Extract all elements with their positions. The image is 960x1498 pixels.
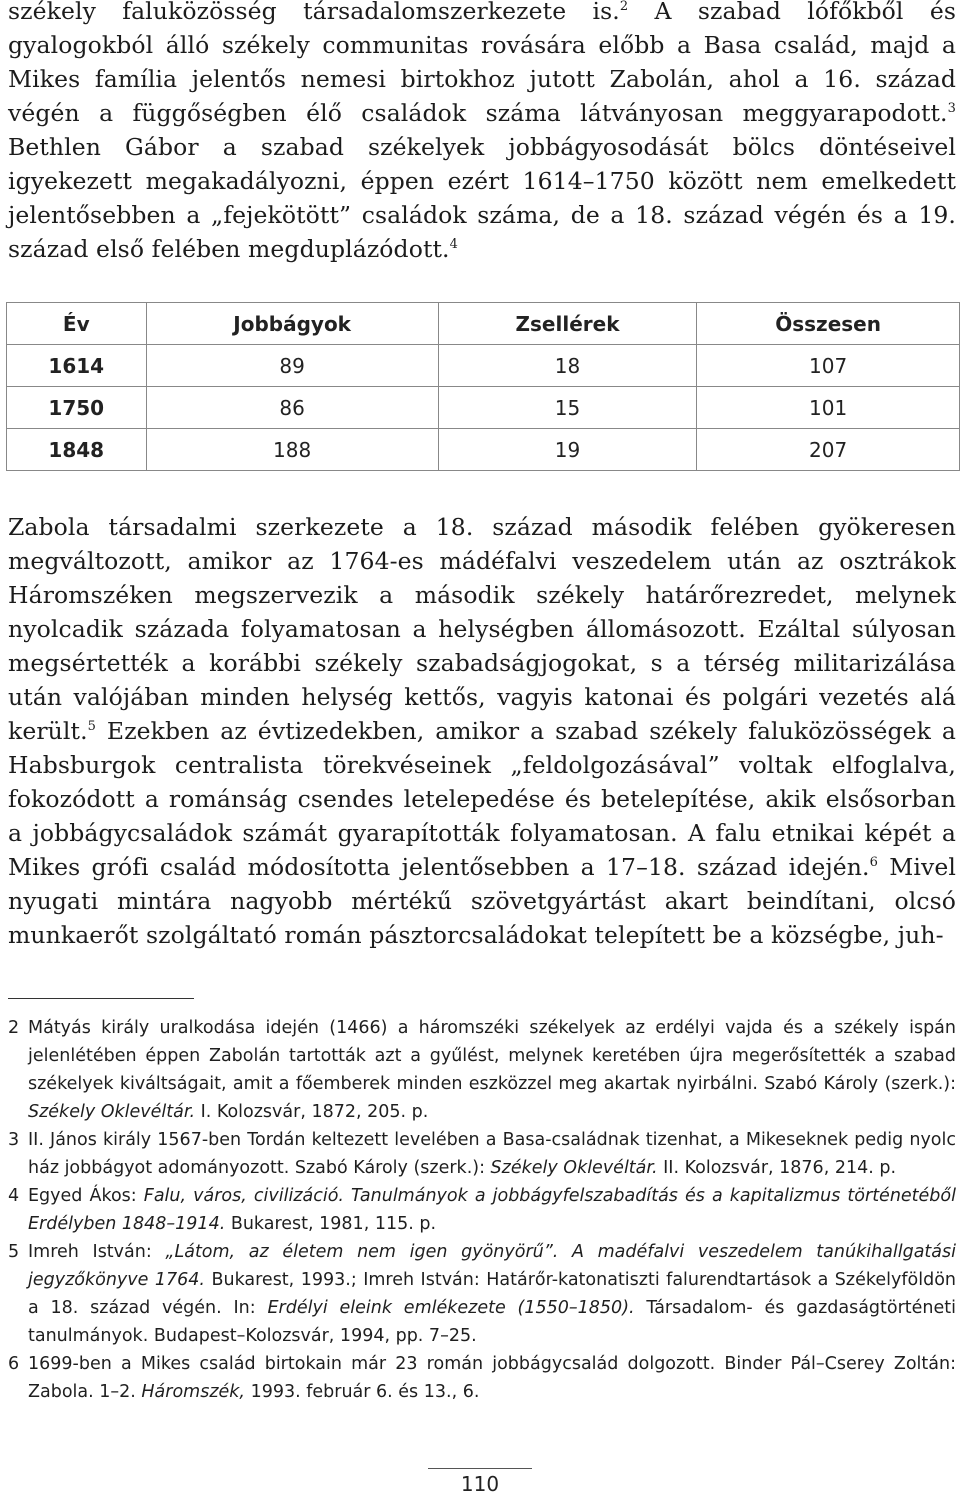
footnote-title: Székely Oklevéltár. <box>490 1158 658 1178</box>
footnote-text: Imreh István: <box>28 1242 166 1262</box>
footnote-title: Háromszék, <box>141 1382 245 1402</box>
table-cell: 19 <box>438 429 696 471</box>
text-segment: székely faluközösség társadalomszerkezete is. <box>8 0 620 25</box>
footnote-ref-3[interactable]: 3 <box>947 101 956 117</box>
footnote-title: Székely Oklevéltár. <box>28 1102 196 1122</box>
table-cell: 86 <box>146 387 438 429</box>
footnote-title: Falu, város, civilizáció. Tanulmányok a jobbágyfelszabadítás és a kapitalizmus történetéből Erdélyben 1848–1914. <box>28 1186 956 1234</box>
footnote-ref-4[interactable]: 4 <box>449 237 458 253</box>
table-cell-year: 1614 <box>7 345 147 387</box>
footnote-text: I. Kolozsvár, 1872, 205. p. <box>195 1102 429 1122</box>
footnote-text: 1993. február 6. és 13., 6. <box>245 1382 480 1402</box>
footnote-title: „Látom, az életem nem igen gyönyörű”. A madéfalvi veszedelem tanúkihallgatási jegyzőkönyve 1764. <box>28 1242 957 1290</box>
table-cell: 101 <box>697 387 960 429</box>
col-header-serfs: Jobbágyok <box>146 303 438 345</box>
footnote-text: II. Kolozsvár, 1876, 214. p. <box>657 1158 897 1178</box>
footnote-4 <box>8 1182 956 1238</box>
footnote-text: Mátyás király uralkodása idején (1466) a háromszéki székelyek az erdélyi vajda és a székely ispán jelenlétében éppen Zabolán tartották azt a gyűlést, melynek keretében újra megerősítették a szabad székelyek kiváltságait, amit a főemberek minden eszközzel meg akartak nyirbálni. Szabó Károly (szerk.): <box>28 1018 956 1094</box>
text-segment: Zabola társadalmi szerkezete a 18. század második felében gyökeresen megváltozott, amikor az 1764-es mádéfalvi veszedelem után az osztrákok Háromszéken megszervezik a második székely határőrezredet, melynek nyolcadik százada folyamatosan a helységben állomásozott. Ezáltal súlyosan megsértették a korábbi székely szabadságjogokat, s a térség militarizálása után valójában minden helység kettős, vagyis katonai és polgári vezetés alá került. <box>8 513 956 745</box>
table-cell: 89 <box>146 345 438 387</box>
footnote-number: 5 <box>8 1242 20 1262</box>
footnote-text: Egyed Ákos: <box>28 1186 144 1206</box>
footnote-text: 1699-ben a Mikes család birtokain már 23 román jobbágycsalád dolgozott. Binder Pál–Cserey Zoltán: Zabola. 1–2. <box>28 1354 956 1402</box>
footnote-text: Társadalom- és gazdaságtörténeti tanulmányok. Budapest–Kolozsvár, 1994, pp. 7–25. <box>28 1298 957 1346</box>
table-row <box>7 429 960 471</box>
footnote-title: Erdélyi eleink emlékezete (1550–1850). <box>267 1298 635 1318</box>
page-number-ornament <box>428 1468 532 1469</box>
table-cell-year: 1848 <box>7 429 147 471</box>
text-segment: A szabad lófőkből és gyalogokból álló székely communitas rovására előbb a Basa család, majd a Mikes família jelentős nemesi birtokhoz jutott Zabolán, ahol a 16. század végén a függőségben élő családok száma látványosan meggyarapodott. <box>8 0 956 127</box>
table-cell: 18 <box>438 345 696 387</box>
footnote-number: 3 <box>8 1130 20 1150</box>
table-cell: 207 <box>697 429 960 471</box>
footnote-ref-6[interactable]: 6 <box>869 855 878 871</box>
population-table <box>6 302 960 471</box>
col-header-year: Év <box>7 303 147 345</box>
footnote-number: 6 <box>8 1354 20 1374</box>
table-cell-year: 1750 <box>7 387 147 429</box>
table-row <box>7 387 960 429</box>
table-cell: 107 <box>697 345 960 387</box>
table-cell: 188 <box>146 429 438 471</box>
footnote-3 <box>8 1126 956 1182</box>
footnote-6 <box>8 1350 956 1406</box>
table-header-row <box>7 303 960 345</box>
text-segment: Ezekben az évtizedekben, amikor a szabad székely faluközösségek a Habsburgok centralista törekvéseinek „feldolgozásával” voltak elfoglalva, fokozódott a románság csendes letelepedése és betelepítése, akik elsősorban a jobbágycsaládok számát gyarapították folyamatosan. A falu etnikai képét a Mikes grófi család módosította jelentősebben a 17–18. század idején. <box>8 717 956 881</box>
text-segment: Mivel nyugati mintára nagyobb mértékű szövetgyártást akart beindítani, olcsó munkaerőt szolgáltató román pásztorcsaládokat telepített be a községbe, juh- <box>8 853 956 949</box>
footnote-2 <box>8 1014 956 1126</box>
paragraph-1 <box>8 0 956 266</box>
footnote-ref-5[interactable]: 5 <box>87 719 97 735</box>
footnote-text: Bukarest, 1981, 115. p. <box>225 1214 437 1234</box>
paragraph-2 <box>8 510 956 952</box>
col-header-cottars: Zsellérek <box>438 303 696 345</box>
table-row <box>7 345 960 387</box>
footnote-text: II. János király 1567-ben Tordán keltezett levelében a Basa-családnak tizenhat, a Mikeseknek pedig nyolc ház jobbágyot adományozott. Szabó Károly (szerk.): <box>28 1130 956 1178</box>
footnote-number: 4 <box>8 1186 20 1206</box>
footnote-number: 2 <box>8 1018 20 1038</box>
col-header-total: Összesen <box>697 303 960 345</box>
footnote-ref-2[interactable]: 2 <box>619 0 629 15</box>
footnote-divider <box>8 998 194 999</box>
page-number: 110 <box>460 1472 500 1496</box>
text-segment: Bethlen Gábor a szabad székelyek jobbágyosodását bölcs döntéseivel igyekezett megakadályozni, éppen ezért 1614–1750 között nem emelkedett jelentősebben a „fejekötött” családok száma, de a 18. század végén és a 19. század első felében megduplázódott. <box>8 133 956 263</box>
footnote-5 <box>8 1238 956 1350</box>
table-cell: 15 <box>438 387 696 429</box>
footnotes <box>8 1014 956 1406</box>
footnote-text: Bukarest, 1993.; Imreh István: Határőr-katonatiszti falurendtartások a Székelyföldön a 18. század végén. In: <box>28 1270 956 1318</box>
